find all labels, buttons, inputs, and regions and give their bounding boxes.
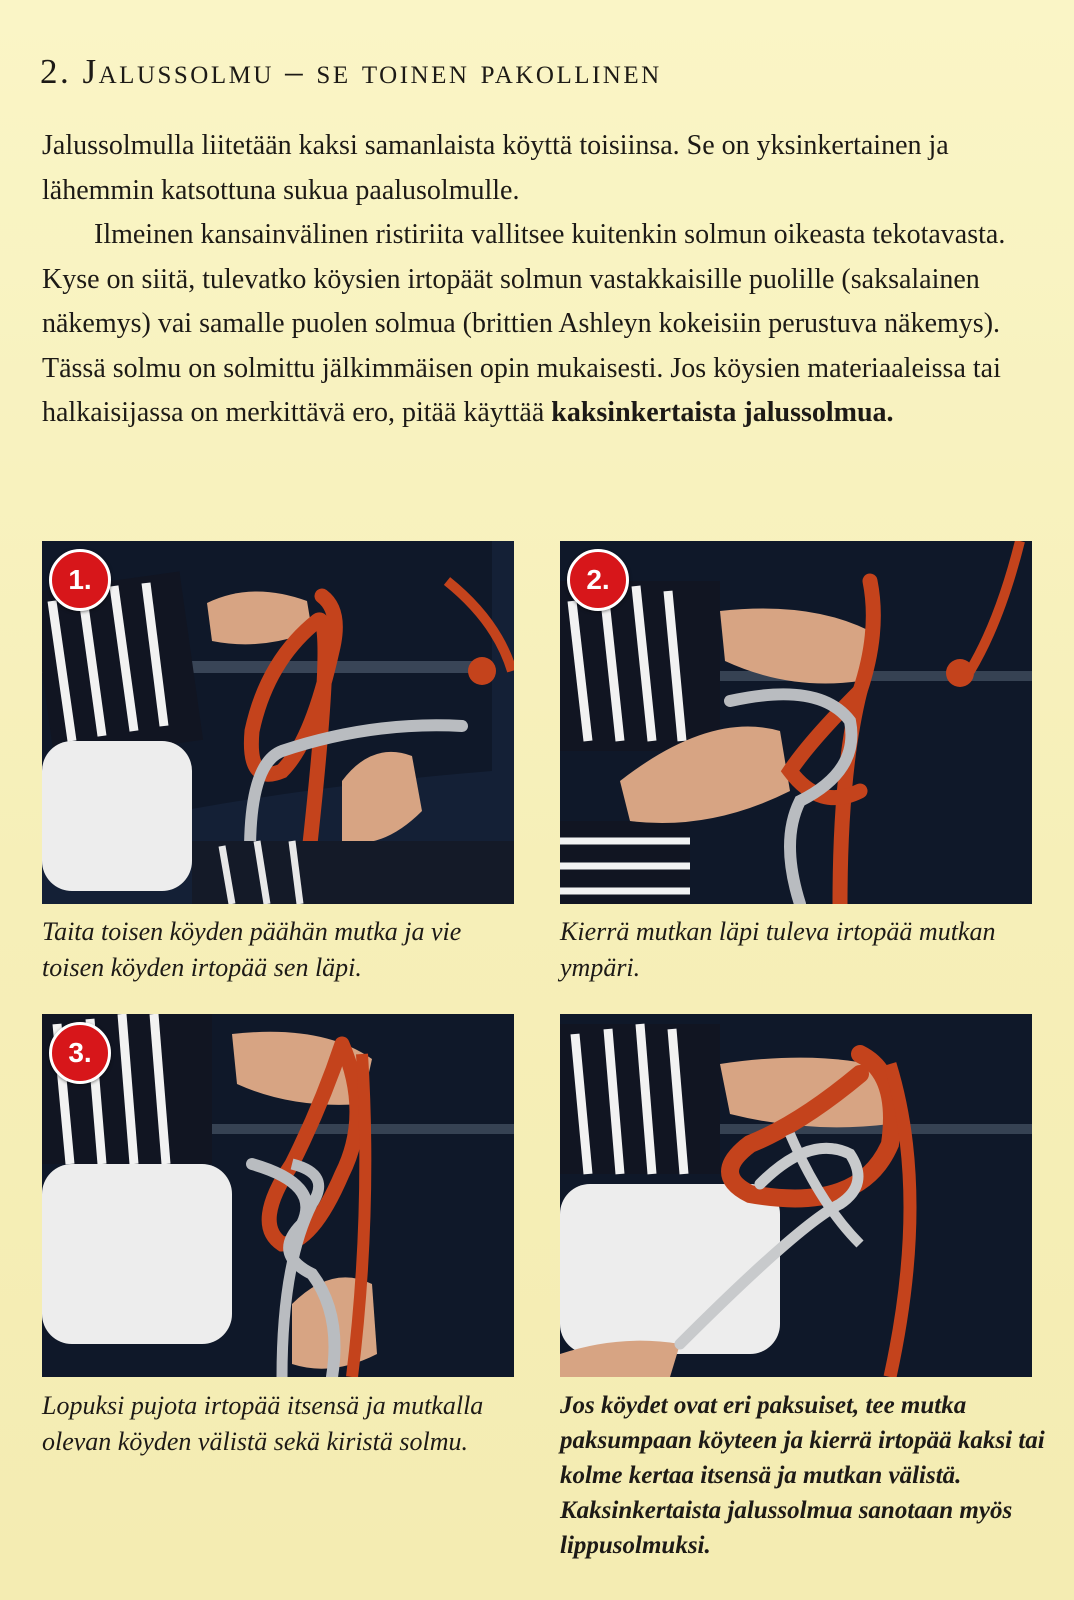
double-knot-photo (560, 1014, 1032, 1377)
step-3-badge: 3. (49, 1022, 111, 1084)
intro-paragraph-2-text: Ilmeinen kansainvälinen ristiriita vallitsee kuitenkin solmun oikeasta tekotavasta. Kyse on siitä, tulevatko köysien irtopäät solmun vastakkaisille puolille (saksalainen näkemys) vai samalle puolen solmua (brittien Ashleyn kokeisiin perustuva näkemys). Tässä solmu on solmittu jälkimmäisen opin mukaisesti. Jos köysien materiaaleissa tai halkaisijassa on merkittävä ero, pitää käyttää (42, 219, 1006, 428)
step-3-caption: Lopuksi pujota irtopää itsensä ja mutkalla olevan köyden välistä sekä kiristä solmu. (42, 1391, 484, 1456)
double-knot-term: kaksinkertaista jalussolmua. (551, 397, 894, 428)
intro-paragraph-2 (42, 213, 1027, 436)
double-knot-caption: Jos köydet ovat eri paksuiset, tee mutka paksumpaan köyteen ja kierrä irtopää kaksi tai kolme kertaa itsensä ja mutkan välistä. Kaksinkertaista jalussolmua sanotaan myös lippusolmuksi. (560, 1392, 1045, 1559)
step-1-caption: Taita toisen köyden päähän mutka ja vie toisen köyden irtopää sen läpi. (42, 917, 462, 982)
step-1-photo (42, 541, 514, 904)
step-3-illustration (42, 1014, 514, 1377)
intro-text (42, 124, 1027, 436)
page-heading: 2. Jalussolmu – se toinen pakollinen (40, 52, 662, 91)
step-1-illustration (42, 541, 514, 904)
step-3-photo (42, 1014, 514, 1377)
step-2-illustration (560, 541, 1032, 904)
step-2-photo (560, 541, 1032, 904)
step-2-badge: 2. (567, 549, 629, 611)
double-knot-illustration (560, 1014, 1032, 1377)
intro-paragraph-1: Jalussolmulla liitetään kaksi samanlaista köyttä toisiinsa. Se on yksinkertainen ja lähemmin katsottuna sukua paalusolmulle. (42, 130, 949, 206)
step-2-caption: Kierrä mutkan läpi tuleva irtopää mutkan ympäri. (560, 917, 996, 982)
step-1-badge: 1. (49, 549, 111, 611)
